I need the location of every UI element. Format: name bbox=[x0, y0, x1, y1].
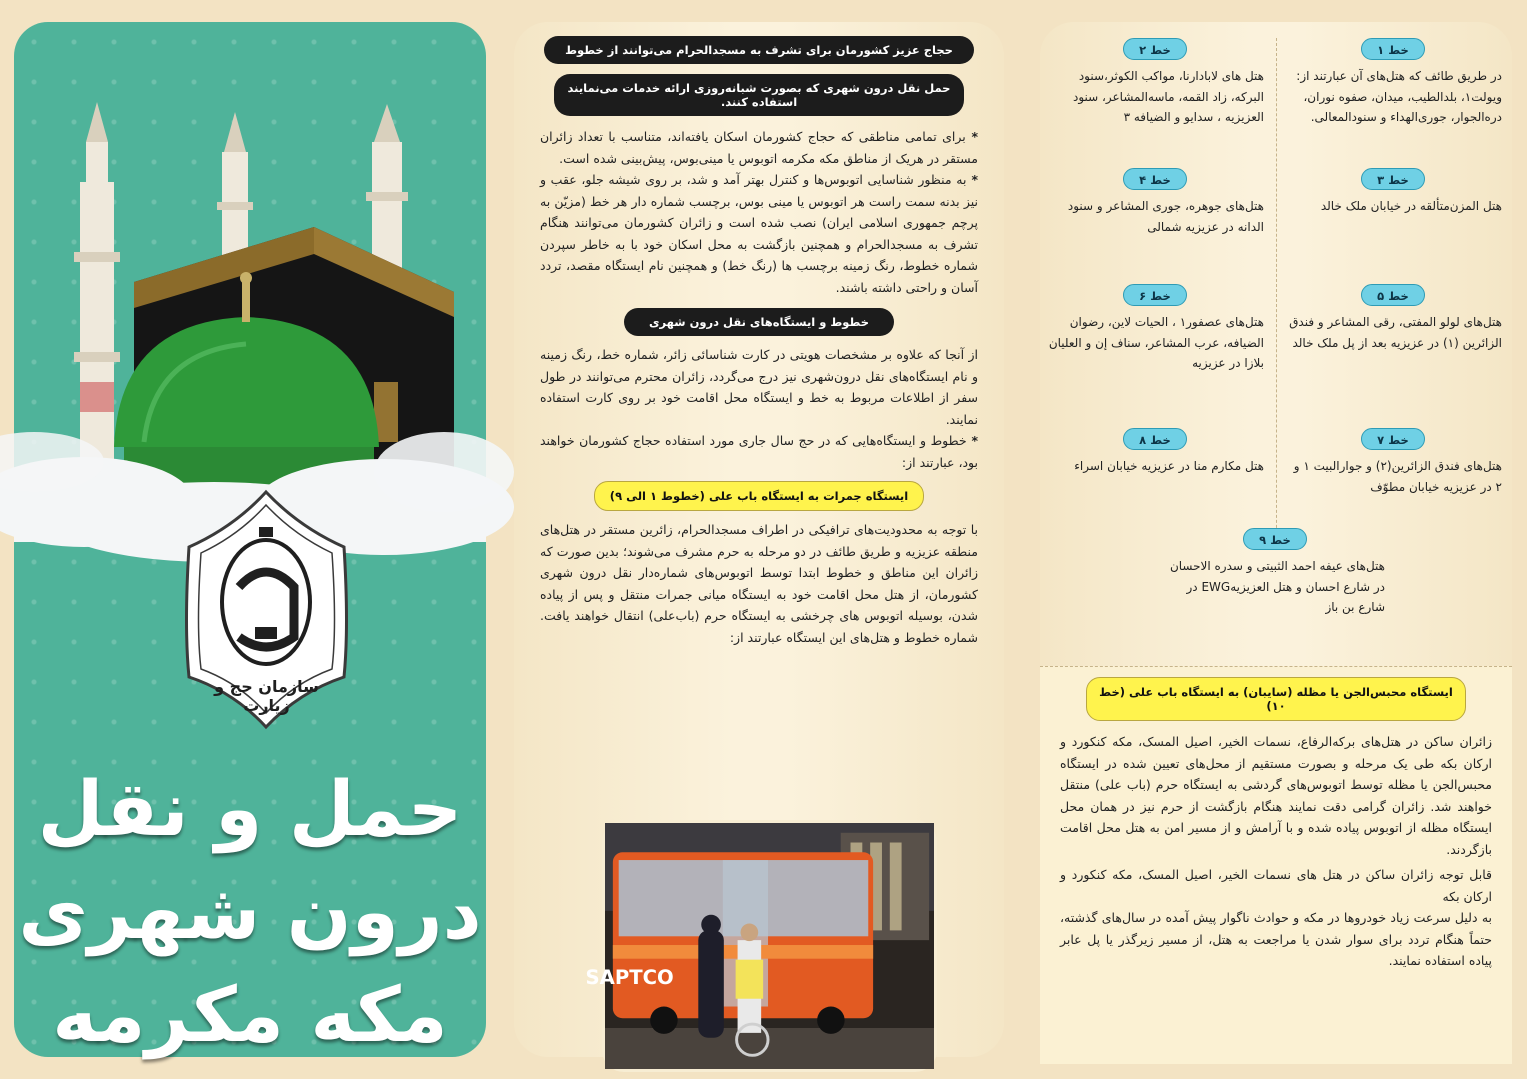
bullet-star: * bbox=[966, 172, 979, 187]
line-text: هتل‌های فندق الزائرین(۲) و جوارالبیت ۱ و ۲ در عزیزیه خیابان مطوّف bbox=[1293, 459, 1502, 494]
line-1 bbox=[1284, 38, 1502, 128]
cover-title-line-3: مکه مکرمه bbox=[52, 970, 448, 1059]
line-badge: خط ۲ bbox=[1123, 38, 1187, 60]
line-5 bbox=[1284, 284, 1502, 353]
cover-panel bbox=[14, 22, 486, 1057]
line-4 bbox=[1046, 168, 1264, 237]
line-text: هتل های لابادارنا، مواکب الکوثر،سنود البرکه، زاد القمه، ماسه‌المشاعر، سنود العزیزیه ، سدایو و الضیافه ۳ bbox=[1072, 69, 1264, 124]
column-divider bbox=[1276, 38, 1277, 548]
line-text: هتل مکارم منا در عزیزیه خیابان اسراء bbox=[1074, 459, 1264, 473]
line-2 bbox=[1046, 38, 1264, 128]
header-pill-3: خطوط و ایستگاه‌های نقل درون شهری bbox=[624, 308, 894, 336]
bullet-star: * bbox=[965, 129, 978, 144]
paragraph-line-10: زائران ساکن در هتل‌های برکه‌الرفاع، نسمات الخیر، اصیل المسک، مکه کنکورد و ارکان بکه طی یک مرحله و بصورت مستقیم از محل‌های تعیین شده در ایستگاه محبس‌الجن یا مظله توسط اتوبوس‌های گردشی به ایستگاه حرم (باب علی) منتقل خواهند شد. زائران گرامی دقت نمایند هنگام بازگشت از حرم نیز در همان محل ایستگاه مظله از اتوبوس پیاده شده و با آرامش و از مسیر امن به هتل محل اقامت بازگردند. bbox=[1060, 734, 1492, 857]
paragraph-lines-intro-text: خطوط و ایستگاه‌هایی که در حج سال جاری مورد استفاده حجاج کشورمان خواهند بود، عبارتند از: bbox=[540, 433, 978, 470]
bus-photo bbox=[585, 820, 937, 1072]
bullet-star: * bbox=[966, 433, 978, 448]
header-jamarat-station: ایستگاه جمرات به ایستگاه باب علی (خطوط ۱ الی ۹) bbox=[594, 481, 924, 511]
paragraph-regions-text: برای تمامی مناطقی که حجاج کشورمان اسکان یافته‌اند، متناسب با تعداد زائران مستقر در هریک از مناطق مکه مکرمه اتوبوس یا مینی‌بوس، پیش‌بینی شده است. bbox=[540, 129, 978, 166]
header-pill-2: حمل نقل درون شهری که بصورت شبانه‌روزی ارائه خدمات می‌نمایند استفاده کنند. bbox=[554, 74, 964, 116]
mosque-kaaba-illustration bbox=[14, 82, 486, 542]
intro-panel bbox=[514, 22, 1004, 1057]
line-badge: خط ۸ bbox=[1123, 428, 1187, 450]
paragraph-lines-intro bbox=[540, 430, 978, 473]
line-badge: خط ۴ bbox=[1123, 168, 1187, 190]
paragraph-regions bbox=[540, 126, 978, 169]
lines-panel bbox=[1040, 22, 1512, 1057]
line-text: هتل‌های جوهره، جوری المشاعر و سنود الدانه در عزیزیه شمالی bbox=[1067, 199, 1264, 234]
line-text: در طریق طائف که هتل‌های آن عبارتند از: ویولت۱، بلدالطیب، میدان، صفوه نوران، دره‌الجوار، جوری‌الهداء و سنودالمعالی. bbox=[1296, 69, 1502, 124]
line-text: هتل‌های عیفه احمد الثبیتی و سدره الاحسان در شارع احسان و هتل العزیزیهEWG در شارع بن باز bbox=[1169, 559, 1385, 614]
line-badge: خط ۶ bbox=[1123, 284, 1187, 306]
line-badge: خط ۱ bbox=[1361, 38, 1425, 60]
cover-title bbox=[14, 757, 486, 1066]
paragraph-notice-title: قابل توجه زائران ساکن در هتل های نسمات الخیر، اصیل المسک، مکه کنکورد و ارکان بکه bbox=[1060, 867, 1492, 904]
line-badge: خط ۳ bbox=[1361, 168, 1425, 190]
line-badge: خط ۷ bbox=[1361, 428, 1425, 450]
paragraph-safety: به دلیل سرعت زیاد خودروها در مکه و حوادث ناگوار پیش آمده در سال‌های گذشته، حتماً هنگام تردد برای سوار شدن یا مراجعت به هتل، از مسیر زیرگذر یا پل عابر پیاده استفاده نمایند. bbox=[1060, 910, 1492, 968]
line-text: هتل‌های عصفور۱ ، الحیات لاین، رضوان الضیافه، عرب المشاعر، سناف إن و العلیان بلازا در عزیزیه bbox=[1048, 315, 1264, 370]
line-6 bbox=[1046, 284, 1264, 374]
logo-caption: سازمان حج و زیارت bbox=[214, 677, 319, 715]
paragraph-jamarat: با توجه به محدودیت‌های ترافیکی در اطراف مسجدالحرام، زائرین مستقر در هتل‌های منطقه عزیزیه و طریق طائف در دو مرحله به حرم مشرف می‌شوند؛ بدین صورت که زائران این مناطق و خطوط ابتدا توسط اتوبوس‌های شماره‌دار نقل درون شهری کشورمان، از هتل محل اقامت خود به ایستگاه میانی جمرات منتقل و پس از پیاده شدن، بوسیله اتوبوس های چرخشی به ایستگاه حرم (باب‌علی) انتقال خواهند یافت. شماره خطوط و هتل‌های این ایستگاه عبارتند از: bbox=[540, 522, 978, 645]
header-line-10: ایستگاه محبس‌الجن یا مظله (سایبان) به ایستگاه باب علی (خط ۱۰) bbox=[1086, 677, 1466, 721]
cover-title-line-2: درون شهری bbox=[18, 867, 482, 956]
line-badge: خط ۵ bbox=[1361, 284, 1425, 306]
cover-title-line-1: حمل و نقل bbox=[37, 764, 463, 853]
paragraph-card: از آنجا که علاوه بر مشخصات هویتی در کارت شناسائی زائر، شماره خط، رنگ زمینه و نام ایستگاه‌های نقل درون‌شهری نیز درج می‌گردد، زائران محترم می‌توانند در طول سفر از اطلاعات مربوط به خط و ایستگاه محل اقامت خود بر روی کارت استفاده نمایند. bbox=[540, 347, 978, 427]
line-badge: خط ۹ bbox=[1243, 528, 1307, 550]
line-8 bbox=[1046, 428, 1264, 477]
line-10-content bbox=[1060, 677, 1492, 972]
line-text: هتل المزن‌متألقه در خیابان ملک خالد bbox=[1320, 199, 1502, 213]
paragraph-identification-text: به منظور شناسایی اتوبوس‌ها و کنترل بهتر آمد و شد، بر روی شیشه جلو، عقب و نیز بدنه سمت راست هر اتوبوس یا مینی بوس، برچسب شماره دار هر خط (مزیّن به پرچم جمهوری اسلامی ایران) نصب شده است و زائران کشورمان می‌توانند هنگام تشرف به مسجدالحرام و همچنین بازگشت به محل اسکان خود با به خاطر سپردن شماره خطوط، رنگ زمینه برچسب ها (رنگ خط) و همچنین نام ایستگاه مقصد، تردد آسان و راحتی داشته باشند. bbox=[540, 172, 978, 295]
line-3 bbox=[1284, 168, 1502, 217]
line-text: هتل‌های لولو المفتی، رقی المشاعر و فندق الزائرین (۱) در عزیزیه بعد از پل ملک خالد bbox=[1289, 315, 1502, 350]
paragraph-identification bbox=[540, 169, 978, 298]
line-7 bbox=[1284, 428, 1502, 497]
header-pill-1: حجاج عزیز کشورمان برای تشرف به مسجدالحرام می‌توانند از خطوط bbox=[544, 36, 974, 64]
bus-brand: SAPTCO bbox=[585, 966, 674, 990]
bus bbox=[586, 852, 874, 1034]
bus-lines-grid bbox=[1040, 32, 1512, 672]
line-9 bbox=[1165, 528, 1385, 618]
